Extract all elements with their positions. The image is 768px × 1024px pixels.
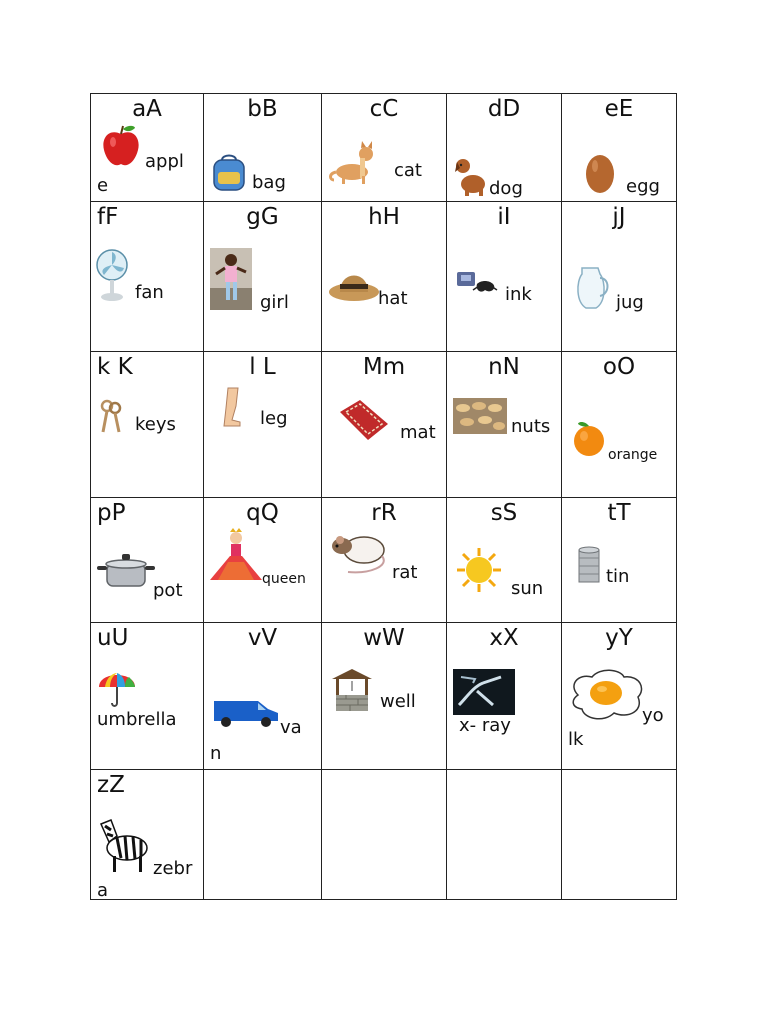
fan-icon xyxy=(95,248,129,302)
word-label: fan xyxy=(135,282,164,303)
letter-label: yY xyxy=(605,625,633,651)
letter-label: xX xyxy=(489,625,519,651)
mat-icon xyxy=(338,398,390,442)
cell-d xyxy=(447,94,562,202)
letter-label: aA xyxy=(132,96,162,122)
letter-label: nN xyxy=(488,354,520,380)
cell-k xyxy=(91,352,204,498)
queen-icon xyxy=(210,528,262,582)
word-label: va xyxy=(280,717,302,738)
word-label: mat xyxy=(400,422,436,443)
alphabet-table xyxy=(90,93,677,900)
well-icon xyxy=(328,669,376,713)
cell-q xyxy=(204,498,322,623)
cell-a xyxy=(91,94,204,202)
hat-icon xyxy=(328,264,380,304)
cell-s xyxy=(447,498,562,623)
bag-icon xyxy=(210,154,248,192)
girl-icon xyxy=(210,248,252,310)
letter-label: bB xyxy=(247,96,278,122)
cell-n xyxy=(447,352,562,498)
empty-cell xyxy=(562,770,677,900)
word-label: jug xyxy=(616,292,644,313)
word-label: queen xyxy=(262,571,306,587)
leg-icon xyxy=(220,386,246,428)
word-label: dog xyxy=(489,178,523,199)
cell-y xyxy=(562,623,677,770)
cat-icon xyxy=(328,136,380,186)
cell-c xyxy=(322,94,447,202)
cell-g xyxy=(204,202,322,352)
cell-z xyxy=(91,770,204,900)
cell-f xyxy=(91,202,204,352)
letter-label: hH xyxy=(368,204,400,230)
cell-t xyxy=(562,498,677,623)
xray-icon xyxy=(453,669,515,715)
letter-label: rR xyxy=(371,500,397,526)
word-label: hat xyxy=(378,288,408,309)
cell-i xyxy=(447,202,562,352)
word-label: ink xyxy=(505,284,532,305)
cell-o xyxy=(562,352,677,498)
jug-icon xyxy=(574,264,610,312)
cell-u xyxy=(91,623,204,770)
cell-m xyxy=(322,352,447,498)
letter-label: qQ xyxy=(246,500,279,526)
word-label: leg xyxy=(260,408,288,429)
letter-label: oO xyxy=(602,354,636,380)
empty-cell xyxy=(204,770,322,900)
letter-label: Mm xyxy=(362,354,406,380)
word-label: x- ray xyxy=(459,715,511,736)
letter-label: fF xyxy=(97,204,119,230)
rat-icon xyxy=(328,530,390,576)
word-label: cat xyxy=(394,160,422,181)
letter-label: iI xyxy=(497,204,511,230)
letter-label: sS xyxy=(490,500,518,526)
word-label: well xyxy=(380,691,416,712)
cell-p xyxy=(91,498,204,623)
sun-icon xyxy=(457,548,501,592)
cell-b xyxy=(204,94,322,202)
word-label: girl xyxy=(260,292,289,313)
letter-label: jJ xyxy=(612,204,626,230)
dog-icon xyxy=(453,156,489,196)
word-label: orange xyxy=(608,447,658,463)
word-label: tin xyxy=(606,566,630,587)
letter-label: k K xyxy=(97,354,133,380)
letter-label: dD xyxy=(487,96,521,122)
word-label: zebr xyxy=(153,858,193,879)
word-label: yo xyxy=(642,705,664,726)
cell-r xyxy=(322,498,447,623)
letter-label: pP xyxy=(97,500,126,526)
word-label: sun xyxy=(511,578,544,599)
letter-label: l L xyxy=(249,354,276,380)
tin-icon xyxy=(576,546,602,586)
zebra-icon xyxy=(95,816,153,874)
word-label-continued: a xyxy=(97,880,109,901)
orange-icon xyxy=(572,418,606,458)
cell-e xyxy=(562,94,677,202)
letter-label: vV xyxy=(247,625,278,651)
cell-v xyxy=(204,623,322,770)
yolk-icon xyxy=(568,667,646,723)
nuts-icon xyxy=(453,398,507,434)
letter-label: wW xyxy=(363,625,405,651)
word-label-continued: n xyxy=(210,743,222,764)
word-label: umbrella xyxy=(97,709,177,730)
ink-icon xyxy=(455,270,499,300)
keys-icon xyxy=(97,398,125,434)
cell-h xyxy=(322,202,447,352)
word-label: nuts xyxy=(511,416,551,437)
cell-l xyxy=(204,352,322,498)
pot-icon xyxy=(97,552,155,590)
egg-icon xyxy=(584,150,616,194)
word-label: egg xyxy=(626,176,660,197)
cell-j xyxy=(562,202,677,352)
word-label-continued: lk xyxy=(568,729,584,750)
word-label: pot xyxy=(153,580,183,601)
word-label: appl xyxy=(145,151,184,172)
letter-label: uU xyxy=(97,625,129,651)
umbrella-icon xyxy=(97,669,137,709)
letter-label: gG xyxy=(246,204,279,230)
cell-x xyxy=(447,623,562,770)
cell-w xyxy=(322,623,447,770)
empty-cell xyxy=(322,770,447,900)
empty-cell xyxy=(447,770,562,900)
letter-label: cC xyxy=(369,96,399,122)
apple-icon xyxy=(101,124,141,168)
word-label-continued: e xyxy=(97,175,109,196)
letter-label: tT xyxy=(607,500,631,526)
van-icon xyxy=(212,697,280,727)
letter-label: eE xyxy=(604,96,634,122)
word-label: rat xyxy=(392,562,418,583)
letter-label: zZ xyxy=(97,772,125,798)
word-label: bag xyxy=(252,172,286,193)
word-label: keys xyxy=(135,414,176,435)
